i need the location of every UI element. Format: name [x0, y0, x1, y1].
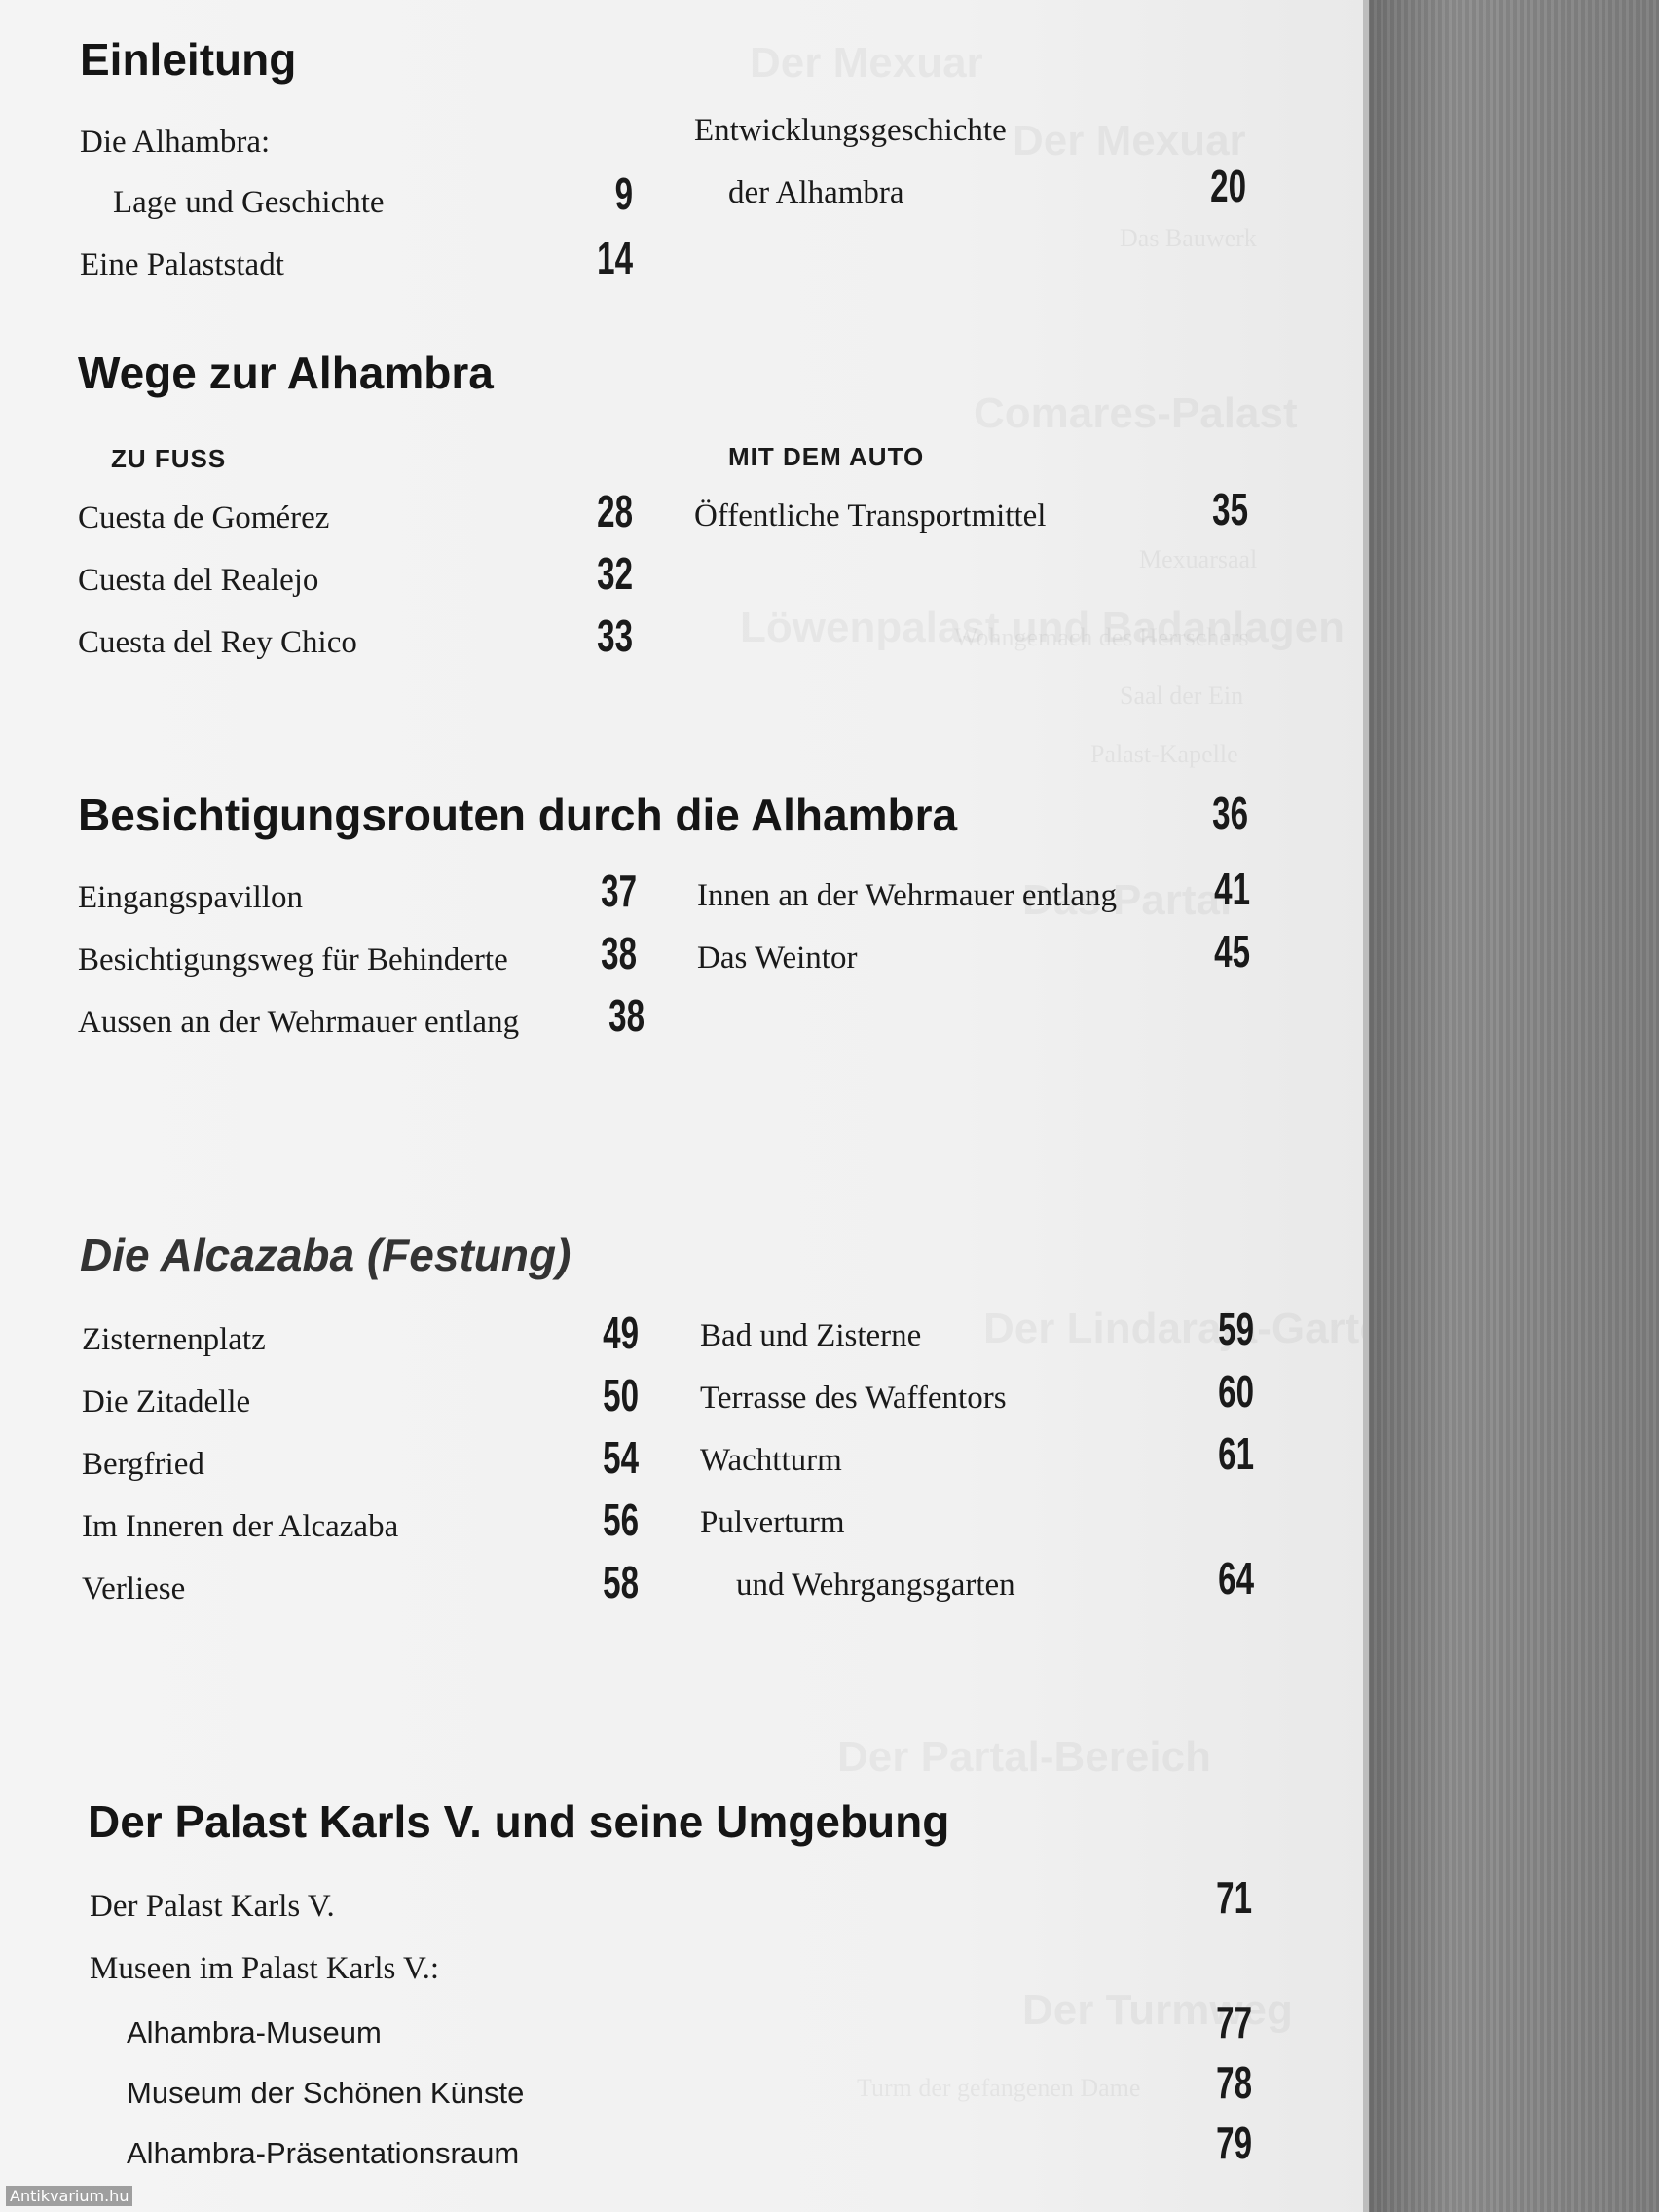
toc-page-number: 79: [1216, 2118, 1252, 2168]
toc-entry-label: Cuesta del Realejo: [78, 563, 319, 598]
toc-page-number: 49: [603, 1308, 639, 1358]
toc-page-number: 60: [1218, 1366, 1254, 1417]
toc-entry-label: der Alhambra: [728, 175, 904, 210]
section-title-alcazaba: Die Alcazaba (Festung): [80, 1230, 571, 1280]
section-page-number: 36: [1212, 788, 1248, 838]
toc-page-number: 61: [1218, 1428, 1254, 1479]
toc-entry-label: Museum der Schönen Künste: [127, 2076, 525, 2110]
page-shadow-background: [1367, 0, 1659, 2212]
section-title-karl: Der Palast Karls V. und seine Umgebung: [88, 1796, 950, 1847]
toc-page-number: 35: [1212, 484, 1248, 535]
toc-page-number: 77: [1216, 1997, 1252, 2047]
toc-page-number: 9: [614, 168, 633, 219]
section-title-einleitung: Einleitung: [80, 34, 297, 85]
toc-entry-label: Die Alhambra:: [80, 125, 271, 160]
toc-page-number: 59: [1218, 1304, 1254, 1354]
toc-entry-label: Entwicklungsgeschichte: [694, 113, 1007, 148]
toc-entry-label: Besichtigungsweg für Behinderte: [78, 942, 508, 977]
page-edge: [1363, 0, 1369, 2212]
toc-page-number: 64: [1218, 1553, 1254, 1604]
toc-page-number: 41: [1214, 864, 1250, 914]
toc-entry-label: Zisternenplatz: [82, 1322, 266, 1357]
toc-page-number: 32: [597, 548, 633, 599]
toc-page-number: 33: [597, 610, 633, 661]
toc-entry-label: und Wehrgangsgarten: [736, 1567, 1015, 1603]
toc-page-number: 71: [1216, 1872, 1252, 1923]
toc-page-number: 14: [597, 233, 633, 283]
toc-entry-label: Bad und Zisterne: [700, 1318, 922, 1353]
toc-entry-label: Alhambra-Präsentationsraum: [127, 2136, 520, 2170]
toc-page-number: 38: [601, 928, 637, 978]
toc-entry-label: Öffentliche Transportmittel: [694, 498, 1047, 534]
toc-entry-label: Alhambra-Museum: [127, 2015, 382, 2049]
show-through: [750, 39, 983, 88]
toc-page-number: 28: [597, 486, 633, 536]
toc-page-number: 78: [1216, 2057, 1252, 2108]
toc-entry-label: Eine Palaststadt: [80, 247, 284, 282]
toc-entry-label: Museen im Palast Karls V.:: [90, 1951, 440, 1986]
toc-page-number: 20: [1210, 161, 1246, 211]
toc-page-number: 50: [603, 1370, 639, 1420]
toc-entry-label: Das Weintor: [697, 940, 858, 976]
toc-entry-label: Cuesta de Gomérez: [78, 500, 330, 535]
toc-entry-label: Aussen an der Wehrmauer entlang: [78, 1005, 520, 1040]
toc-entry-label: Innen an der Wehrmauer entlang: [697, 878, 1118, 913]
toc-page-number: 56: [603, 1494, 639, 1545]
book-page: Das Bauwerk Mexuarsaal Wohngemach des Herrschers Saal der Ein Palast-Kapelle Turm der gefangenen Dame Einleitung Die Alhambra: Lage und Geschichte 9 Eine Palaststadt 14 Entwicklungsgeschichte der Alhambra 20 Wege zur Alhambra ZU FUSS MIT DEM AUTO Cuesta de Gomérez 28 Cuesta del Realejo 32 Cuesta del Rey Chico 33 Öffentliche Transportmittel 35 Besichtigungsrouten durch die Alhambra 36 Eingangspavillon 37 Besichtigungsweg für Behinderte 38 Aussen an der Wehrmauer entlang 38 Innen an der Wehrmauer entlang 41 Das Weintor 45 Die Alcazaba (Festung) Zisternenplatz 49 Die Zitadelle 50 Bergfried 54 Im Inneren der Alcazaba 56 Verliese 58 Bad und Zisterne 59 Terrasse des Waffentors 60 Wachtturm 61 Pulverturm und Wehrgangsgarten 64 Der Palast Karls V. und seine Umgebung Der Palast Karls V. 71 Museen im Palast Karls V.: Alhambra-Museum 77 Museum der Schönen Künste 78 Alhambra-Präsentationsraum 79: [0, 0, 1367, 2212]
toc-entry-label: Verliese: [82, 1571, 186, 1606]
toc-page-number: 38: [608, 990, 645, 1041]
subheading-zu-fuss: ZU FUSS: [111, 444, 227, 473]
toc-entry-label: Die Zitadelle: [82, 1384, 251, 1419]
section-title-routen: Besichtigungsrouten durch die Alhambra: [78, 790, 958, 840]
toc-entry-label: Im Inneren der Alcazaba: [82, 1509, 399, 1544]
toc-entry-label: Eingangspavillon: [78, 880, 303, 915]
toc-entry-label: Cuesta del Rey Chico: [78, 625, 357, 660]
toc-entry-label: Der Palast Karls V.: [90, 1889, 335, 1924]
toc-page-number: 45: [1214, 926, 1250, 977]
toc-page-number: 58: [603, 1557, 639, 1607]
toc-entry-label: Terrasse des Waffentors: [700, 1381, 1007, 1416]
subheading-mit-dem-auto: MIT DEM AUTO: [728, 442, 925, 471]
toc-entry-label: Wachtturm: [700, 1443, 842, 1478]
section-title-wege: Wege zur Alhambra: [78, 348, 494, 398]
toc-entry-label: Lage und Geschichte: [113, 185, 385, 220]
watermark: Antikvarium.hu: [6, 2186, 132, 2206]
toc-entry-label: Bergfried: [82, 1447, 204, 1482]
toc-entry-label: Pulverturm: [700, 1505, 845, 1540]
toc-page-number: 54: [603, 1432, 639, 1483]
toc-page-number: 37: [601, 866, 637, 916]
